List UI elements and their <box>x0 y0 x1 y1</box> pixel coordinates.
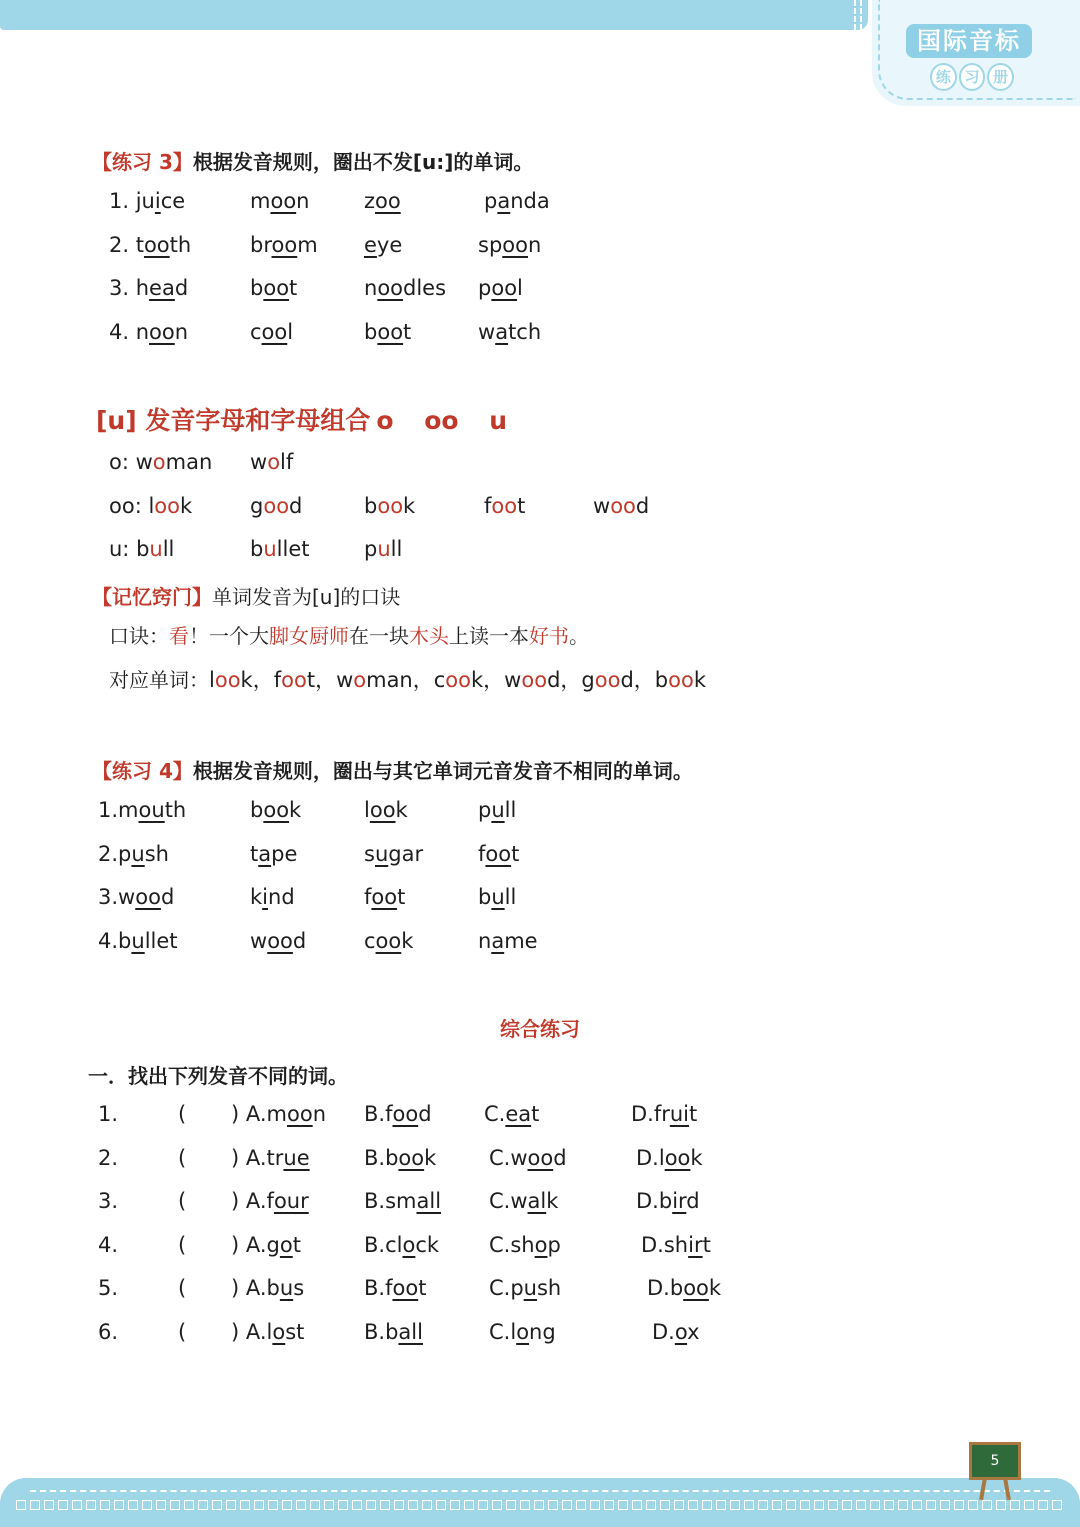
u-section-row <box>0 491 1080 523</box>
band-square <box>898 1500 908 1510</box>
rhyme-segment: 看 <box>169 624 189 648</box>
option: B.foot <box>364 1276 427 1300</box>
memory-rhyme <box>169 624 589 648</box>
question-option <box>364 1317 423 1347</box>
exercise3-item <box>484 186 550 216</box>
separator: ， <box>483 668 505 692</box>
band-square <box>282 1500 292 1510</box>
exercise3-item <box>250 317 293 347</box>
word: good <box>250 493 303 518</box>
word: broom <box>250 232 318 257</box>
question-option <box>231 1143 310 1173</box>
exercise4-item <box>98 795 186 825</box>
band-square <box>128 1500 138 1510</box>
part1-title: 一．找出下列发音不同的词。 <box>88 1064 348 1088</box>
rhyme-segment: 在一块 <box>349 624 409 648</box>
memory-title: 单词发音为[u]的口诀 <box>212 585 401 609</box>
word: tape <box>250 841 298 866</box>
memory-word: look <box>209 668 253 692</box>
separator: ， <box>315 668 337 692</box>
band-square <box>716 1500 726 1510</box>
question-number: 5. <box>98 1276 119 1300</box>
exercise3-instruction: 根据发音规则，圈出不发[u:]的单词。 <box>192 150 534 174</box>
bottom-band-squares <box>16 1500 1064 1512</box>
word: book <box>364 493 416 518</box>
band-square <box>506 1500 516 1510</box>
question-option <box>636 1186 700 1216</box>
option: B.small <box>364 1189 442 1213</box>
comprehensive-title: 综合练习 <box>500 1017 580 1041</box>
question-option <box>364 1273 426 1303</box>
band-square <box>800 1500 810 1510</box>
band-square <box>982 1500 992 1510</box>
option: ) A.four <box>231 1189 309 1213</box>
exercise4-row <box>0 795 1080 827</box>
exercise3-row <box>0 273 1080 305</box>
word: look <box>364 798 408 822</box>
band-square <box>674 1500 684 1510</box>
band-square <box>1052 1500 1062 1510</box>
band-square <box>1024 1500 1034 1510</box>
band-square <box>786 1500 796 1510</box>
question-option <box>641 1230 711 1260</box>
band-square <box>744 1500 754 1510</box>
question-option <box>489 1273 561 1303</box>
band-square <box>492 1500 502 1510</box>
word: foot <box>364 885 406 909</box>
option: B.book <box>364 1145 437 1170</box>
band-square <box>660 1500 670 1510</box>
word: wood <box>593 493 650 518</box>
question-option <box>636 1143 703 1173</box>
band-square <box>604 1500 614 1510</box>
exercise4-row <box>0 839 1080 871</box>
band-square <box>170 1500 180 1510</box>
series-subtitle-char: 习 <box>959 63 986 91</box>
band-square <box>954 1500 964 1510</box>
band-square <box>842 1500 852 1510</box>
word: moon <box>250 189 310 213</box>
exercise4-instruction: 根据发音规则，圈出与其它单词元音发音不相同的单词。 <box>192 759 693 783</box>
rhyme-segment: 上读一本 <box>449 624 529 648</box>
u-example <box>484 491 525 521</box>
word: noon <box>135 319 189 344</box>
exercise4-item <box>250 882 295 912</box>
series-subtitle-char: 册 <box>987 63 1014 91</box>
question-row <box>0 1230 1080 1262</box>
word: cool <box>250 319 294 344</box>
u-section-title-text: [u] 发音字母和字母组合 <box>96 406 371 435</box>
option: ) A.true <box>231 1145 310 1170</box>
word: name <box>478 928 538 953</box>
exercise4-heading <box>92 755 693 784</box>
u-example <box>364 491 415 521</box>
question-row <box>0 1317 1080 1349</box>
word: mouth <box>118 798 187 822</box>
band-square <box>758 1500 768 1510</box>
band-square <box>310 1500 320 1510</box>
band-square <box>814 1500 824 1510</box>
exercise3-item <box>109 273 188 303</box>
word: kind <box>250 885 295 909</box>
exercise4-item <box>478 926 538 956</box>
band-square <box>562 1500 572 1510</box>
option: C.push <box>489 1276 562 1300</box>
word: zoo <box>364 189 401 213</box>
option: C.walk <box>489 1189 559 1213</box>
u-section-row <box>0 534 1080 566</box>
exercise3-item <box>364 273 446 303</box>
exercise3-tag: 【练习 3】 <box>92 150 193 174</box>
bottom-band-dash <box>30 1490 1050 1492</box>
band-square <box>338 1500 348 1510</box>
u-example-first: u: bull <box>109 537 175 561</box>
u-section-row <box>0 447 1080 479</box>
rhyme-segment: 好书 <box>529 624 569 648</box>
band-square <box>450 1500 460 1510</box>
memory-word: cook <box>433 668 484 692</box>
exercise3-first-item: 4. noon <box>109 319 189 344</box>
band-square <box>926 1500 936 1510</box>
band-square <box>422 1500 432 1510</box>
word: head <box>135 276 189 300</box>
question-option <box>364 1143 436 1173</box>
rhyme-segment: 脚女厨师 <box>269 624 349 648</box>
exercise3-item <box>478 317 541 347</box>
option: ) A.got <box>231 1232 301 1257</box>
band-square <box>86 1500 96 1510</box>
exercise3-item <box>109 317 188 347</box>
u-example <box>109 491 192 521</box>
band-square <box>870 1500 880 1510</box>
option: B.ball <box>364 1319 423 1344</box>
band-square <box>324 1500 334 1510</box>
page-number-board <box>969 1438 1021 1500</box>
question-row <box>0 1143 1080 1175</box>
separator: ， <box>560 668 582 692</box>
u-example <box>364 534 402 564</box>
band-square <box>576 1500 586 1510</box>
exercise3-row <box>0 186 1080 218</box>
exercise3-item <box>364 186 401 216</box>
word: look <box>148 493 193 518</box>
band-square <box>478 1500 488 1510</box>
question-option <box>231 1230 301 1260</box>
question-row <box>0 1186 1080 1218</box>
band-square <box>856 1500 866 1510</box>
word: pull <box>364 537 403 561</box>
exercise3-row <box>0 230 1080 262</box>
memory-tag: 【记忆窍门】 <box>92 585 212 609</box>
exercise4-item <box>364 839 423 869</box>
exercise4-item <box>98 839 169 869</box>
u-section-title <box>96 401 507 437</box>
option: D.ox <box>652 1319 700 1344</box>
exercise4-item <box>250 839 297 869</box>
question-option <box>484 1099 539 1129</box>
band-square <box>198 1500 208 1510</box>
exercise4-item <box>478 795 516 825</box>
exercise3-item <box>478 273 523 303</box>
memory-word: wood <box>504 668 561 692</box>
word: noodles <box>364 276 447 300</box>
band-square <box>254 1500 264 1510</box>
band-square <box>968 1500 978 1510</box>
exercise4-row <box>0 926 1080 958</box>
band-square <box>646 1500 656 1510</box>
word: watch <box>478 319 542 344</box>
word: foot <box>478 841 520 866</box>
separator: ， <box>252 668 274 692</box>
exercise3-item <box>250 230 318 260</box>
memory-words-label: 对应单词： <box>109 668 209 692</box>
word: tooth <box>135 232 192 257</box>
question-row <box>0 1273 1080 1305</box>
band-square <box>940 1500 950 1510</box>
word: wolf <box>250 450 294 474</box>
question-option <box>364 1186 441 1216</box>
option: C.long <box>489 1319 556 1344</box>
series-title: 国际音标 <box>906 24 1032 58</box>
bottom-decorative-band <box>0 1478 1080 1527</box>
band-square <box>1038 1500 1048 1510</box>
band-square <box>30 1500 40 1510</box>
band-square <box>380 1500 390 1510</box>
exercise4-first-item: 3.wood <box>98 885 175 909</box>
memory-heading <box>92 581 400 610</box>
option: D.book <box>647 1276 722 1300</box>
exercise3-heading <box>92 146 533 175</box>
exercise4-first-item: 2.push <box>98 841 169 866</box>
rhyme-segment: 木头 <box>409 624 449 648</box>
exercise4-item <box>250 926 306 956</box>
band-square <box>702 1500 712 1510</box>
word: bull <box>136 537 175 561</box>
word: pull <box>478 798 517 822</box>
exercise4-item <box>478 839 519 869</box>
band-square <box>100 1500 110 1510</box>
word: sugar <box>364 841 424 866</box>
exercise3-item <box>364 230 402 260</box>
band-square <box>464 1500 474 1510</box>
word: wood <box>250 928 307 953</box>
band-square <box>520 1500 530 1510</box>
exercise4-item <box>98 882 174 912</box>
board-leg <box>979 1478 987 1500</box>
question-row <box>0 1099 1080 1131</box>
exercise4-first-item: 4.bullet <box>98 928 178 953</box>
question-option <box>231 1273 304 1303</box>
band-square <box>212 1500 222 1510</box>
band-square <box>590 1500 600 1510</box>
band-square <box>436 1500 446 1510</box>
separator: ， <box>633 668 655 692</box>
question-option <box>364 1230 439 1260</box>
memory-words <box>209 668 706 692</box>
question-option <box>231 1186 309 1216</box>
exercise3-first-item: 1. juice <box>109 189 186 213</box>
exercise3-item <box>109 186 185 216</box>
exercise3-first-item: 2. tooth <box>109 232 192 257</box>
word: pool <box>478 276 523 300</box>
memory-word: good <box>581 668 634 692</box>
question-option <box>489 1186 558 1216</box>
rhyme-segment: ！一个大 <box>189 624 269 648</box>
band-square <box>408 1500 418 1510</box>
band-square <box>58 1500 68 1510</box>
exercise4-row <box>0 882 1080 914</box>
option: ) A.moon <box>231 1102 327 1126</box>
exercise3-item <box>478 230 541 260</box>
question-option <box>489 1317 556 1347</box>
band-square <box>16 1500 26 1510</box>
band-square <box>366 1500 376 1510</box>
question-option <box>231 1099 326 1129</box>
word: eye <box>364 232 403 257</box>
band-square <box>352 1500 362 1510</box>
u-example <box>109 447 212 477</box>
option: ) A.bus <box>231 1276 305 1300</box>
exercise4-item <box>364 795 408 825</box>
exercise3-item <box>109 230 191 260</box>
exercise3-row <box>0 317 1080 349</box>
question-option <box>489 1230 561 1260</box>
word: cook <box>364 928 414 953</box>
question-option <box>364 1099 432 1129</box>
band-square <box>184 1500 194 1510</box>
band-square <box>72 1500 82 1510</box>
exercise3-item <box>250 273 297 303</box>
question-number: 6. <box>98 1319 119 1344</box>
option: C.eat <box>484 1102 540 1126</box>
u-example <box>593 491 649 521</box>
band-square <box>730 1500 740 1510</box>
board-leg <box>1003 1478 1011 1500</box>
u-example <box>250 447 293 477</box>
rhyme-segment: 。 <box>569 624 589 648</box>
exercise4-item <box>364 926 413 956</box>
band-square <box>688 1500 698 1510</box>
band-square <box>114 1500 124 1510</box>
option: C.wood <box>489 1145 567 1170</box>
exercise4-item <box>364 882 405 912</box>
exercise4-item <box>478 882 516 912</box>
question-option <box>652 1317 700 1347</box>
option: C.shop <box>489 1232 561 1257</box>
word: boot <box>364 319 412 344</box>
word: bullet <box>118 928 178 953</box>
exercise4-first-item: 1.mouth <box>98 798 187 822</box>
band-square <box>618 1500 628 1510</box>
option: D.bird <box>636 1189 700 1213</box>
word: foot <box>484 493 526 518</box>
band-square <box>1010 1500 1020 1510</box>
band-square <box>772 1500 782 1510</box>
band-square <box>268 1500 278 1510</box>
u-example <box>250 491 302 521</box>
band-square <box>548 1500 558 1510</box>
word: boot <box>250 276 298 300</box>
band-square <box>912 1500 922 1510</box>
answer-paren: ( <box>178 1189 187 1213</box>
band-square <box>156 1500 166 1510</box>
exercise3-item <box>364 317 411 347</box>
series-subtitle-char: 练 <box>930 63 957 91</box>
question-option <box>489 1143 567 1173</box>
answer-paren: ( <box>178 1102 187 1126</box>
exercise4-item <box>98 926 178 956</box>
exercise3-item <box>250 186 309 216</box>
question-number: 2. <box>98 1145 119 1170</box>
memory-rhyme-label: 口诀： <box>109 624 169 648</box>
word: juice <box>135 189 186 213</box>
word: bullet <box>250 537 310 561</box>
exercise3-first-item: 3. head <box>109 276 189 300</box>
band-square <box>240 1500 250 1510</box>
word: push <box>118 841 169 866</box>
band-square <box>534 1500 544 1510</box>
word: woman <box>135 450 213 474</box>
option: D.look <box>636 1145 703 1170</box>
band-square <box>632 1500 642 1510</box>
band-square <box>884 1500 894 1510</box>
exercise4-item <box>250 795 301 825</box>
question-option <box>631 1099 697 1129</box>
memory-word: woman <box>336 668 413 692</box>
option: D.fruit <box>631 1102 698 1126</box>
option: ) A.lost <box>231 1319 305 1344</box>
memory-word: foot <box>273 668 316 692</box>
exercise4-tag: 【练习 4】 <box>92 759 193 783</box>
band-square <box>394 1500 404 1510</box>
u-example-first: oo: look <box>109 493 193 518</box>
word: panda <box>484 189 550 213</box>
question-option <box>647 1273 721 1303</box>
u-example-first: o: woman <box>109 450 213 474</box>
question-option <box>231 1317 304 1347</box>
question-number: 1. <box>98 1102 119 1126</box>
u-example <box>109 534 174 564</box>
band-square <box>226 1500 236 1510</box>
u-example <box>250 534 309 564</box>
band-square <box>44 1500 54 1510</box>
page-number: 5 <box>969 1442 1021 1480</box>
option: B.clock <box>364 1232 440 1257</box>
question-number: 3. <box>98 1189 119 1213</box>
answer-paren: ( <box>178 1232 187 1257</box>
option: D.shirt <box>641 1232 711 1257</box>
word: spoon <box>478 232 542 257</box>
answer-paren: ( <box>178 1319 187 1344</box>
u-section-letters: o oo u <box>376 406 508 435</box>
word: book <box>250 798 302 822</box>
band-square <box>142 1500 152 1510</box>
band-square <box>996 1500 1006 1510</box>
word: bull <box>478 885 517 909</box>
option: B.food <box>364 1102 432 1126</box>
answer-paren: ( <box>178 1145 187 1170</box>
separator: ， <box>412 668 434 692</box>
memory-word: book <box>654 668 707 692</box>
band-square <box>828 1500 838 1510</box>
answer-paren: ( <box>178 1276 187 1300</box>
word: wood <box>118 885 175 909</box>
band-square <box>296 1500 306 1510</box>
memory-rhyme-line <box>109 621 589 651</box>
memory-words-line <box>109 665 706 695</box>
question-number: 4. <box>98 1232 119 1257</box>
